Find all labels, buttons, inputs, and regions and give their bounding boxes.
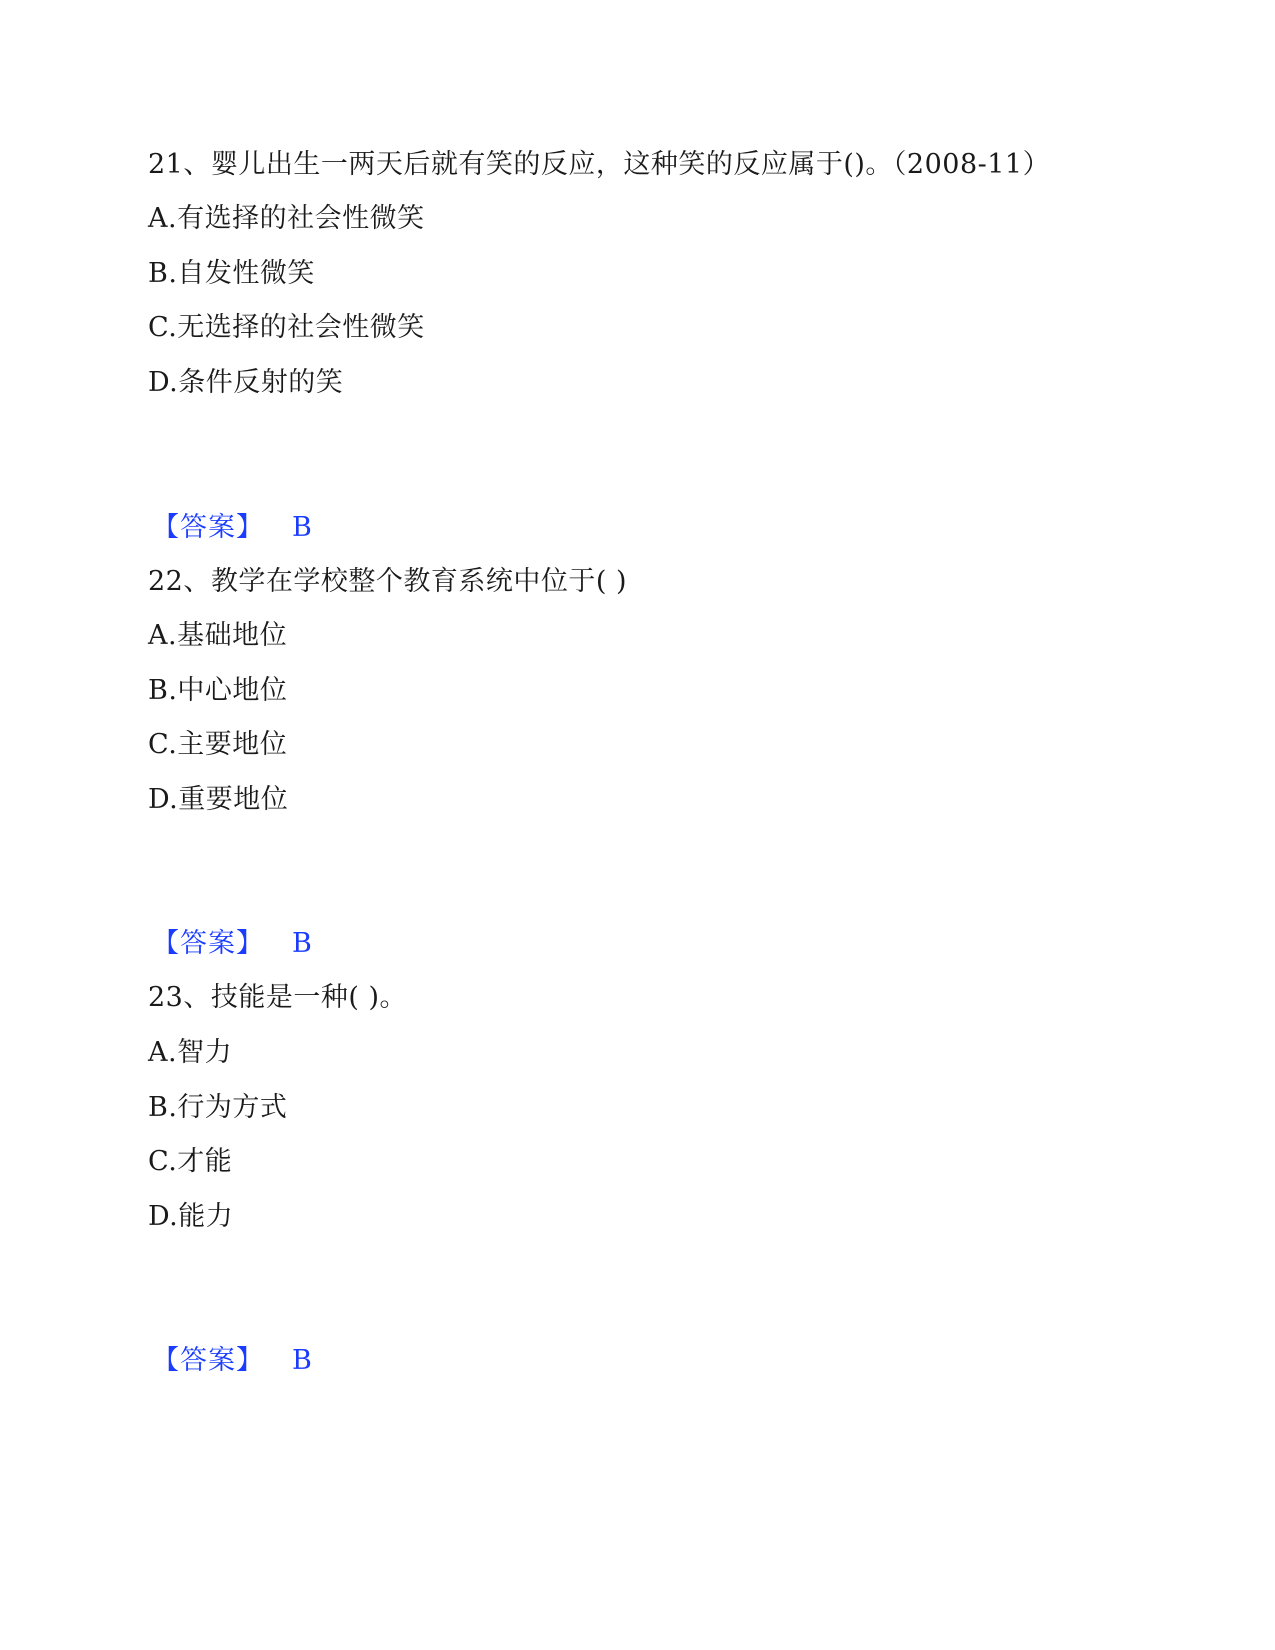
answer-label: 【答案】 [152,512,264,543]
question-23-answer [152,1344,312,1378]
question-21-option-c: C.无选择的社会性微笑 [148,312,425,343]
answer-label: 【答案】 [152,1345,264,1376]
answer-value: B [292,928,312,959]
question-23-option-a: A.智力 [148,1037,233,1068]
question-21-option-a: A.有选择的社会性微笑 [148,203,425,234]
answer-value: B [292,1345,312,1376]
question-23-stem: 23、技能是一种( )。 [148,982,408,1013]
question-23-option-d: D.能力 [148,1201,234,1232]
question-22-stem: 22、教学在学校整个教育系统中位于( ) [148,566,628,597]
question-22-answer [152,927,312,961]
question-23-option-b: B.行为方式 [148,1092,288,1123]
question-21-stem: 21、婴儿出生一两天后就有笑的反应，这种笑的反应属于()。（2008-11） [148,149,1051,180]
answer-label: 【答案】 [152,928,264,959]
question-22-option-a: A.基础地位 [148,620,288,651]
question-21-answer [152,511,312,545]
question-21-option-b: B.自发性微笑 [148,258,315,289]
question-22-option-b: B.中心地位 [148,675,288,706]
question-23-option-c: C.才能 [148,1146,233,1177]
question-22-option-c: C.主要地位 [148,729,288,760]
answer-value: B [292,512,312,543]
question-22-option-d: D.重要地位 [148,784,289,815]
question-21-option-d: D.条件反射的笑 [148,367,344,398]
